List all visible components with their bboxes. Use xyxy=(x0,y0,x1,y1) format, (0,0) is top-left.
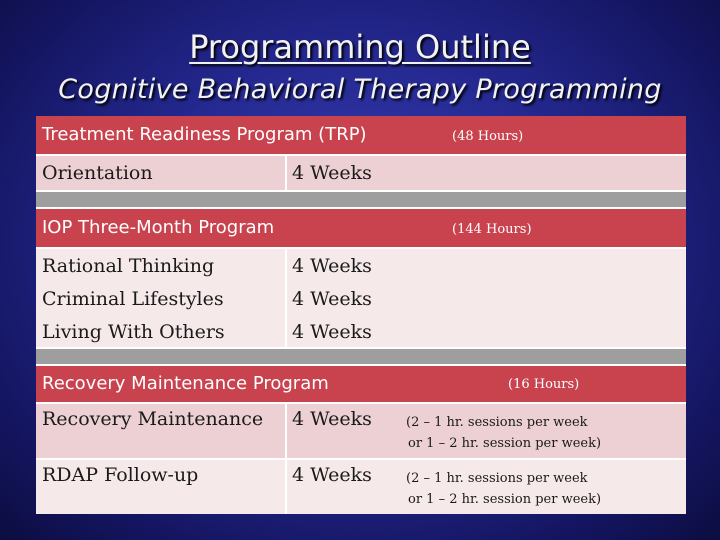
module-duration: 4 Weeks xyxy=(292,162,372,184)
table-row-group xyxy=(36,249,686,347)
slide-subtitle: Cognitive Behavioral Therapy Programming xyxy=(58,74,662,105)
module-duration: 4 Weeks xyxy=(292,464,372,486)
module-duration: 4 Weeks xyxy=(292,255,372,277)
module-duration: 4 Weeks xyxy=(292,408,372,430)
section-hours: (144 Hours) xyxy=(452,222,532,237)
section-title: Treatment Readiness Program (TRP) xyxy=(42,124,367,145)
table-row xyxy=(36,460,686,514)
session-note: (2 – 1 hr. sessions per week xyxy=(406,471,588,486)
module-name: Living With Others xyxy=(42,321,225,343)
section-hours: (48 Hours) xyxy=(452,129,524,144)
session-note: or 1 – 2 hr. session per week) xyxy=(408,492,602,507)
column-divider xyxy=(285,460,287,514)
section-title: IOP Three-Month Program xyxy=(42,217,275,238)
table-row xyxy=(36,156,686,190)
column-divider xyxy=(285,404,287,458)
module-duration: 4 Weeks xyxy=(292,288,372,310)
module-name: Orientation xyxy=(42,162,153,184)
column-divider xyxy=(285,249,287,347)
section-header-recovery xyxy=(36,366,686,402)
section-title: Recovery Maintenance Program xyxy=(42,373,329,394)
section-header-trp xyxy=(36,116,686,154)
module-duration: 4 Weeks xyxy=(292,321,372,343)
section-header-iop xyxy=(36,209,686,247)
section-hours: (16 Hours) xyxy=(508,377,580,392)
module-name: Rational Thinking xyxy=(42,255,215,277)
slide-title: Programming Outline xyxy=(189,28,531,66)
section-spacer xyxy=(36,349,686,364)
module-name: Criminal Lifestyles xyxy=(42,288,224,310)
table-row xyxy=(36,404,686,458)
module-name: RDAP Follow-up xyxy=(42,464,199,486)
program-table xyxy=(36,116,686,514)
column-divider xyxy=(285,156,287,190)
module-name: Recovery Maintenance xyxy=(42,408,264,430)
section-spacer xyxy=(36,192,686,207)
session-note: (2 – 1 hr. sessions per week xyxy=(406,415,588,430)
session-note: or 1 – 2 hr. session per week) xyxy=(408,436,602,451)
